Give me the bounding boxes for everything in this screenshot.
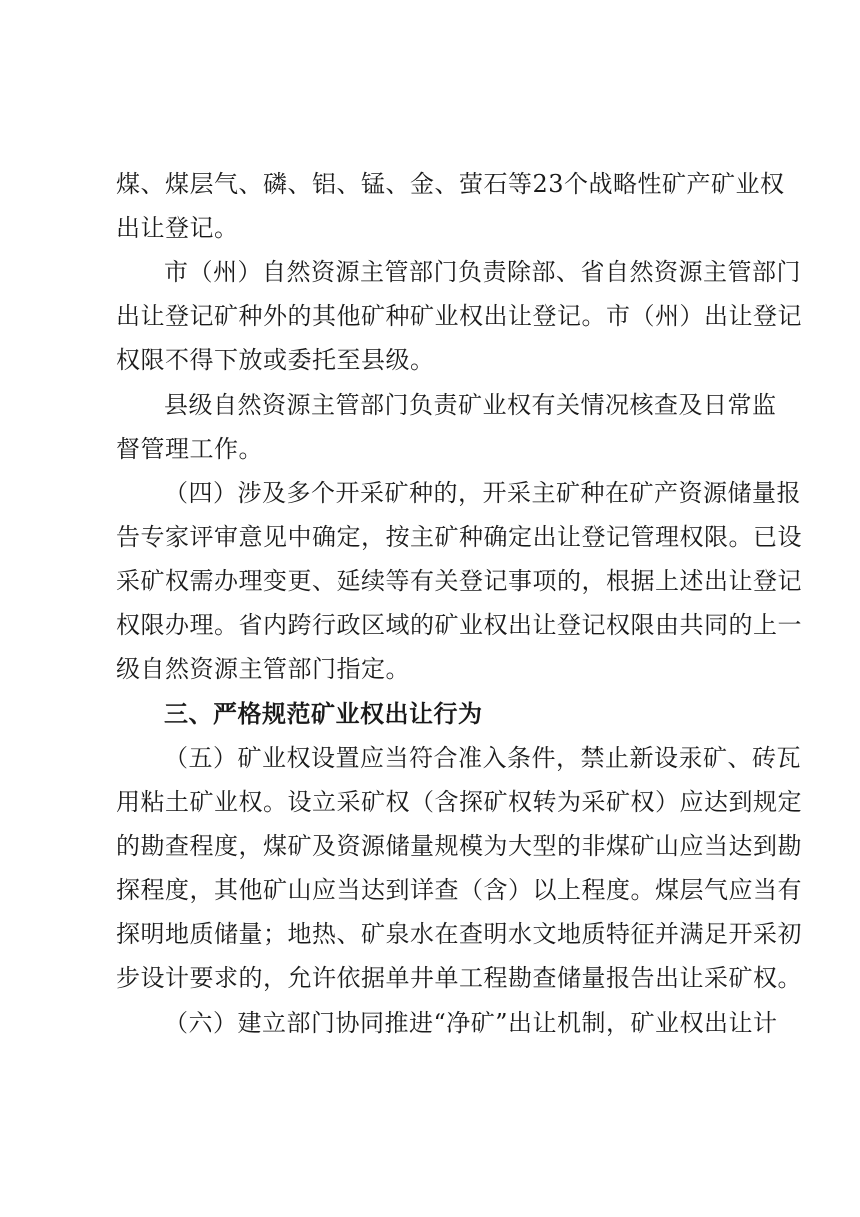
paragraph-line: 权限不得下放或委托至县级。 xyxy=(116,346,435,374)
paragraph-line: 探程度，其他矿山应当达到详查（含）以上程度。煤层气应当有 xyxy=(116,876,802,904)
paragraph-line: 出让登记。 xyxy=(116,214,239,242)
paragraph-line: 探明地质储量；地热、矿泉水在查明水文地质特征并满足开采初 xyxy=(116,920,802,948)
paragraph-line: 的勘查程度，煤矿及资源储量规模为大型的非煤矿山应当达到勘 xyxy=(116,832,802,860)
paragraph-line: 出让登记矿种外的其他矿种矿业权出让登记。市（州）出让登记 xyxy=(116,302,802,330)
paragraph-line: 市（州）自然资源主管部门负责除部、省自然资源主管部门 xyxy=(164,258,801,286)
paragraph-line: （五）矿业权设置应当符合准入条件，禁止新设汞矿、砖瓦 xyxy=(164,744,801,772)
paragraph-line: 步设计要求的，允许依据单井单工程勘查储量报告出让采矿权。 xyxy=(116,964,802,992)
paragraph-line: 采矿权需办理变更、延续等有关登记事项的，根据上述出让登记 xyxy=(116,567,802,595)
section-heading: 三、严格规范矿业权出让行为 xyxy=(164,700,483,728)
paragraph-line: 煤、煤层气、磷、铝、锰、金、萤石等23个战略性矿产矿业权 xyxy=(116,170,785,198)
paragraph-line: 用粘土矿业权。设立采矿权（含探矿权转为采矿权）应达到规定 xyxy=(116,788,802,816)
paragraph-line: 督管理工作。 xyxy=(116,435,263,463)
paragraph-line: 权限办理。省内跨行政区域的矿业权出让登记权限由共同的上一 xyxy=(116,611,802,639)
paragraph-line: 县级自然资源主管部门负责矿业权有关情况核查及日常监 xyxy=(164,391,777,419)
paragraph-line: （四）涉及多个开采矿种的，开采主矿种在矿产资源储量报 xyxy=(164,479,801,507)
paragraph-line: 告专家评审意见中确定，按主矿种确定出让登记管理权限。已设 xyxy=(116,523,802,551)
paragraph-line: 级自然资源主管部门指定。 xyxy=(116,655,410,683)
paragraph-line: （六）建立部门协同推进“净矿”出让机制，矿业权出让计 xyxy=(164,1009,778,1037)
